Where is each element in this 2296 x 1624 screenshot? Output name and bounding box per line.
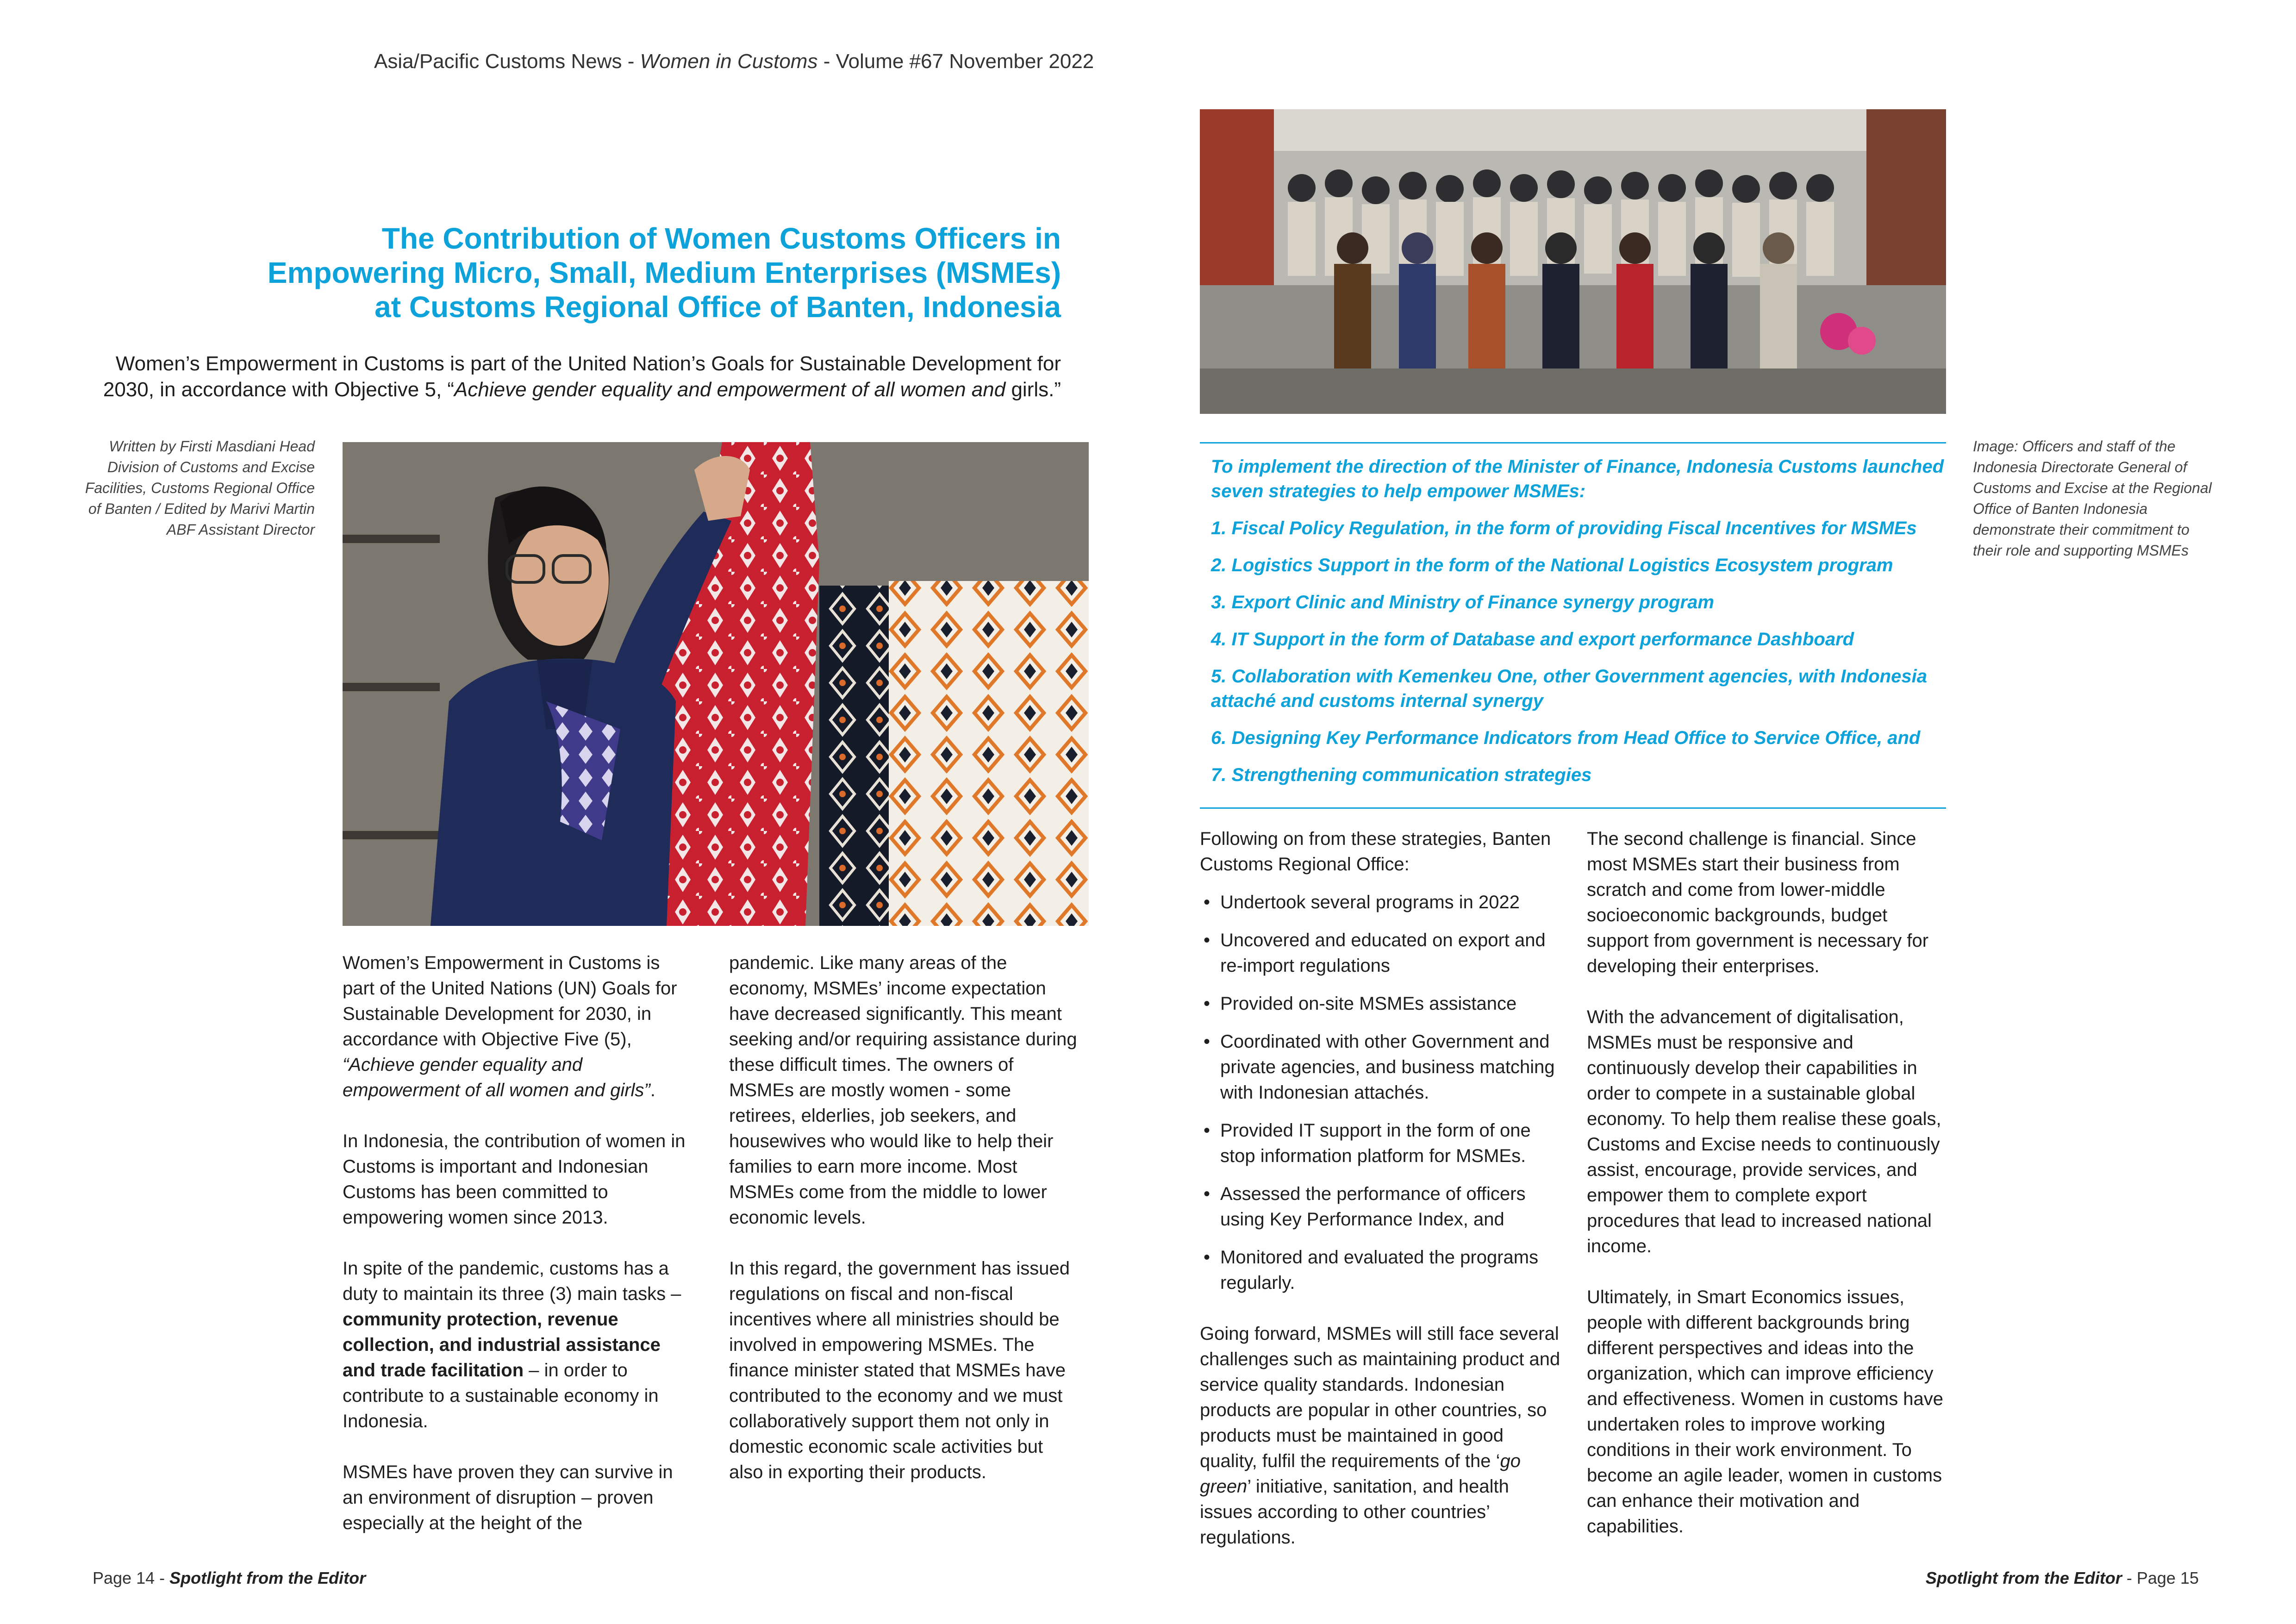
photo-caption: Image: Officers and staff of the Indonesia Directorate General of Customs and Excise at the Regional Office of Banten Indonesia demonstrate their commitment to their role and supporting MSMEs bbox=[1973, 438, 2212, 559]
page-number: - Page 15 bbox=[2121, 1568, 2199, 1587]
paragraph-quote: go green bbox=[1200, 1451, 1521, 1497]
issue-title: Women in Customs bbox=[640, 50, 818, 73]
publication-name: Asia/Pacific Customs News - bbox=[374, 50, 640, 73]
paragraph: MSMEs have proven they can survive in an environment of disruption – proven especially at the height of the bbox=[343, 1462, 673, 1533]
paragraph: With the advancement of digitalisation, MSMEs must be responsive and continuously develop their capabilities in order to compete in a sustainable global economy. To help them realise these goals, Customs and Excise needs to continuously assist, encourage, provide services, and empower them to complete export procedures that lead to increased national income. bbox=[1587, 1007, 1941, 1256]
section-name: Spotlight from the Editor bbox=[169, 1568, 366, 1587]
lead-quote: Achieve gender equality and empowerment of all women and bbox=[454, 378, 1006, 401]
strategy-item: 6. Designing Key Performance Indicators from Head Office to Service Office, and bbox=[1211, 728, 1921, 748]
list-item: • Monitored and evaluated the programs regularly. bbox=[1200, 1245, 1561, 1296]
paragraph: In this regard, the government has issued regulations on fiscal and non-fiscal incentives where all ministries should be involved in empowering MSMEs. The finance minister stated that MSMEs have contributed to the economy and we must collaboratively support them not only in domestic economic scale activities but also in exporting their products. bbox=[729, 1258, 1070, 1482]
actions-list bbox=[1200, 890, 1561, 1296]
paragraph: Following on from these strategies, Banten Customs Regional Office: bbox=[1200, 829, 1551, 874]
paragraph: In Indonesia, the contribution of women in Customs is important and Indonesian Customs has been committed to empowering women since 2013. bbox=[343, 1131, 686, 1228]
strategy-item: 2. Logistics Support in the form of the National Logistics Ecosystem program bbox=[1211, 555, 1893, 575]
group-photo bbox=[1200, 109, 1946, 414]
paragraph-quote: “Achieve gender equality and empowerment of all women and girls” bbox=[343, 1055, 650, 1100]
paragraph-end: – in order to contribute to a sustainable economy in Indonesia. bbox=[343, 1360, 659, 1431]
strategy-item: 1. Fiscal Policy Regulation, in the form of providing Fiscal Incentives for MSMEs bbox=[1211, 518, 1917, 538]
paragraph bbox=[343, 1256, 694, 1434]
body-column-1 bbox=[343, 950, 694, 1536]
article-lead bbox=[83, 351, 1061, 403]
paragraph-bold: community protection, revenue collection, and industrial assistance and trade facilitation bbox=[343, 1309, 661, 1380]
paragraph bbox=[343, 950, 694, 1103]
strategy-item: 3. Export Clinic and Ministry of Finance synergy program bbox=[1211, 592, 1714, 612]
section-name: Spotlight from the Editor bbox=[1925, 1568, 2122, 1587]
paragraph: pandemic. Like many areas of the economy, MSMEs’ income expectation have decreased significantly. This meant seeking and/or requiring assistance during these difficult times. The owners of MSMEs are mostly women - some retirees, elderlies, job seekers, and housewives who would like to help their families to earn more income. Most MSMEs come from the middle to lower economic levels. bbox=[729, 953, 1077, 1228]
strategies-intro: To implement the direction of the Minister of Finance, Indonesia Customs launched seven strategies to help empower MSMEs: bbox=[1211, 456, 1944, 501]
paragraph: The second challenge is financial. Since most MSMEs start their business from scratch and come from lower-middle socioeconomic backgrounds, budget support from government is necessary for developing their enterprises. bbox=[1587, 829, 1929, 976]
paragraph-text: Women’s Empowerment in Customs is part of the United Nations (UN) Goals for Sustainable Development for 2030, in accordance with Objective Five (5), bbox=[343, 953, 677, 1049]
paragraph-end: ’ initiative, sanitation, and health issues according to other countries’ regulations. bbox=[1200, 1476, 1509, 1548]
paragraph-text: In spite of the pandemic, customs has a duty to maintain its three (3) main tasks – bbox=[343, 1258, 681, 1304]
lead-end: girls.” bbox=[1005, 378, 1061, 401]
batik-photo bbox=[343, 442, 1089, 926]
lead-text: Women’s Empowerment in Customs is part of the United Nation’s Goals for Sustainable Development for 2030, in accordance with Objective 5, “ bbox=[103, 352, 1061, 401]
list-item: • Uncovered and educated on export and re-import regulations bbox=[1200, 928, 1561, 979]
body-column-2 bbox=[729, 950, 1081, 1485]
list-item: • Coordinated with other Government and private agencies, and business matching with Indonesian attachés. bbox=[1200, 1029, 1561, 1106]
footer-right bbox=[1926, 1568, 2199, 1588]
byline: Written by Firsti Masdiani Head Division of Customs and Excise Facilities, Customs Regional Office of Banten / Edited by Marivi Martin ABF Assistant Director bbox=[85, 438, 315, 538]
paragraph: Ultimately, in Smart Economics issues, people with different backgrounds bring different perspectives and ideas into the organization, which can improve efficiency and effectiveness. Women in customs have undertaken roles to improve working conditions in their work environment. To become an agile leader, women in customs can enhance their motivation and capabilities. bbox=[1587, 1287, 1944, 1537]
list-item: • Provided on-site MSMEs assistance bbox=[1200, 991, 1561, 1017]
title-line: Empowering Micro, Small, Medium Enterprises (MSMEs) bbox=[267, 256, 1061, 289]
strategies-box bbox=[1200, 442, 1946, 809]
list-item: • Provided IT support in the form of one stop information platform for MSMEs. bbox=[1200, 1118, 1561, 1169]
volume-info: - Volume #67 November 2022 bbox=[817, 50, 1094, 73]
list-item: • Undertook several programs in 2022 bbox=[1200, 890, 1561, 915]
article-title bbox=[102, 221, 1061, 324]
footer-left bbox=[93, 1568, 366, 1588]
body-column-3 bbox=[1200, 826, 1561, 1550]
paragraph-end: . bbox=[650, 1080, 655, 1100]
page-number: Page 14 - bbox=[93, 1568, 170, 1587]
paragraph bbox=[1200, 1321, 1561, 1550]
title-line: at Customs Regional Office of Banten, Indonesia bbox=[374, 290, 1061, 324]
title-line: The Contribution of Women Customs Officers in bbox=[381, 222, 1061, 255]
strategy-item: 4. IT Support in the form of Database and export performance Dashboard bbox=[1211, 629, 1854, 650]
strategy-item: 7. Strengthening communication strategies bbox=[1211, 765, 1592, 785]
running-header bbox=[374, 50, 1094, 73]
list-item: • Assessed the performance of officers using Key Performance Index, and bbox=[1200, 1181, 1561, 1232]
body-column-4 bbox=[1587, 826, 1953, 1539]
paragraph-text: Going forward, MSMEs will still face several challenges such as maintaining product and service quality standards. Indonesian products are popular in other countries, so products must be maintained in good quality, fulfil the requirements of the ‘ bbox=[1200, 1324, 1560, 1471]
strategy-item: 5. Collaboration with Kemenkeu One, other Government agencies, with Indonesia attaché and customs internal synergy bbox=[1211, 666, 1927, 711]
